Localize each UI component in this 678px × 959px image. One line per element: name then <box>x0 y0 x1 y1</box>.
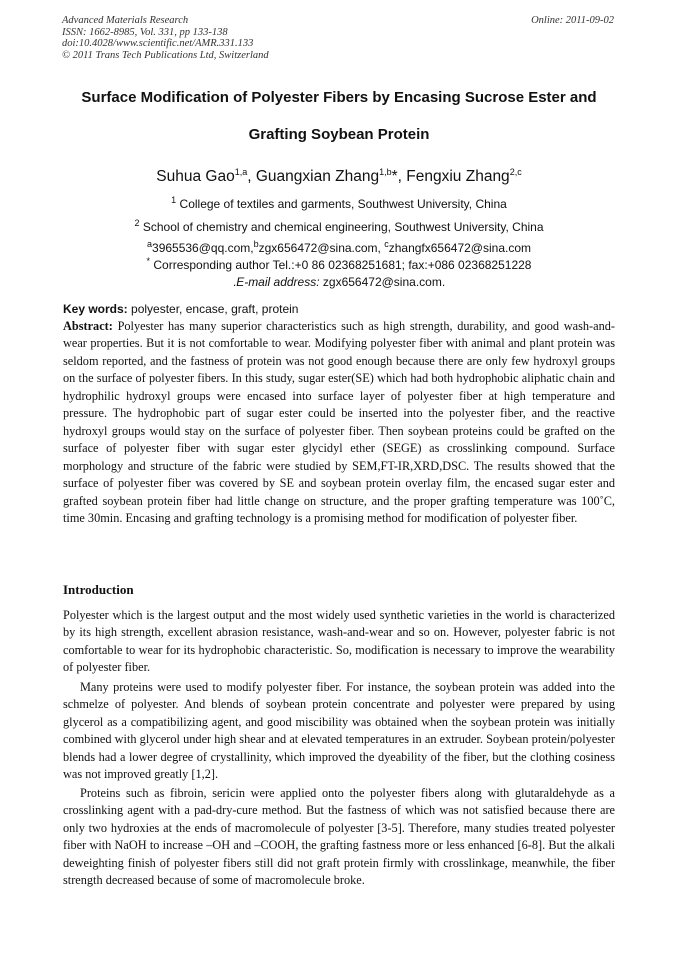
email-label: E-mail address: <box>236 275 320 289</box>
affiliation-text: School of chemistry and chemical engineering, Southwest University, China <box>142 220 544 234</box>
online-date: Online: 2011-09-02 <box>531 15 614 26</box>
author-list: Suhua Gao$^{1,a}$, Guangxian Zhang$^{1,b}$*, Fengxiu Zhang$^{2,c}$ <box>156 166 522 185</box>
author-name: Guangxian Zhang <box>255 168 380 185</box>
corresponding-marker: * <box>391 168 398 185</box>
email-a: 3965536@qq.com <box>152 241 251 255</box>
affiliation-2 <box>40 220 638 235</box>
affiliation-sup: 1 <box>171 195 177 205</box>
keywords-label: Key words: <box>63 302 128 316</box>
author-sup: 1,b <box>379 166 392 177</box>
intro-paragraph-3: Proteins such as fibroin, sericin were applied onto the polyester fibers along with glutaraldehyde as a crosslinking agent with a pad-dry-cure method. But the fastness of which was not satisfied because there are only two hydroxies at the ends of macromolecule of polyester [3-5]. Therefore, many studies treated polyester fiber with NaOH to increase –OH and –COOH, the grafting fastness more or less enhanced [6-8]. But the alkali deweighting finish of polyester fibers still did not graft protein firmly with crosslinkage, meanwhile, the fiber strength decreased because of some of macromolecule broke. <box>63 786 615 888</box>
paper-title-line-2: Grafting Soybean Protein <box>248 126 430 143</box>
author-sup: 2,c <box>509 166 522 177</box>
keywords-text: polyester, encase, graft, protein <box>131 302 299 316</box>
corresponding-email: zgx656472@sina.com. <box>322 275 446 289</box>
abstract-label: Abstract: <box>63 319 113 333</box>
email-line: $^a$3965536@qq.com,$^b$zgx656472@sina.com, $^c$zhangfx656472@sina.com <box>147 239 531 255</box>
introduction-heading: Introduction <box>63 582 134 597</box>
intro-paragraph-1: Polyester which is the largest output and the most widely used synthetic varieties in the world is characterized by its high strength, excellent abrasion resistance, wash-and-wear and so on. However, polyester fabric is not comfortable to wear for its hydrophobic characteristic. So, modification is necessary to improve the wearability of polyester fiber. <box>63 608 615 675</box>
paper-title-line-1: Surface Modification of Polyester Fibers by Encasing Sucrose Ester and <box>81 89 597 106</box>
email-b: zgx656472@sina.com <box>258 241 378 255</box>
abstract <box>63 318 615 527</box>
email-c: zhangfx656472@sina.com <box>388 241 531 255</box>
journal-name: Advanced Materials Research <box>62 15 189 26</box>
issn-line: ISSN: 1662-8985, Vol. 331, pp 133-138 <box>62 26 228 38</box>
affiliation-sup: 2 <box>134 218 140 228</box>
corresponding-line <box>40 258 638 273</box>
author-name: Suhua Gao <box>156 168 235 185</box>
intro-paragraph-2: Many proteins were used to modify polyester fiber. For instance, the soybean protein was added into the schmelze of polyester. And blends of soybean protein concentrate and polyester were prepared by using glycerol as a compatibilizing agent, and good miscibility was obtained when the soybean protein was initially combined with glycerol under high shear and at elevated temperatures in an extruder. Soybean protein/polyester blends had a lower degree of crystallinity, which improved the dyeability of the fiber, but the clothing cosiness was not improved greatly [1,2]. <box>63 680 615 782</box>
copyright-line: © 2011 Trans Tech Publications Ltd, Switzerland <box>62 49 269 61</box>
corresponding-email-line: .E-mail address: zgx656472@sina.com. <box>232 275 446 289</box>
abstract-text: Polyester has many superior characteristics such as high strength, durability, and good wash-and-wear properties. But it is not comfortable to wear. Modifying polyester fiber with animal and plant protein was seldom reported, and the fastness of protein was not good enough because there are only few hydroxyl groups on the surface of polyester fibers. In this study, sugar ester(SE) which had both hydrophobic aliphatic chain and hydrophilic hydroxyl groups were encased into surface layer of polyester fiber at high temperature and pressure. The hydrophobic part of sugar ester could be inserted into the polyester fiber, and the reactive hydroxyl groups would stay on the surface of polyester fiber. Then soybean proteins could be grafted on the surface of polyester fiber with sugar ester glycidyl ether (SEGE) as crosslinking compound. Surface morphology and structure of the fabric were studied by SEM,FT-IR,XRD,DSC. The results showed that the surface of polyester fiber was covered by SE and soybean protein overlay film, the encased sugar ester and grafted soybean protein fiber had little change on structure, and the proper grafting temperature was 100˚C, time 30min. Encasing and grafting technology is a promising method for modification of polyester fiber. <box>63 319 615 525</box>
journal-header <box>62 15 269 61</box>
affiliation-text: College of textiles and garments, Southwest University, China <box>179 197 507 211</box>
doi-line: doi:10.4028/www.scientific.net/AMR.331.133 <box>62 38 254 49</box>
author-name: Fengxiu Zhang <box>406 168 510 185</box>
keywords <box>63 301 615 317</box>
author-sup: 1,a <box>234 166 248 177</box>
affiliation-1 <box>40 197 638 212</box>
corresponding-text: Corresponding author Tel.:+0 86 02368251681; fax:+086 02368251228 <box>153 258 532 272</box>
corresponding-sup: * <box>146 256 151 266</box>
